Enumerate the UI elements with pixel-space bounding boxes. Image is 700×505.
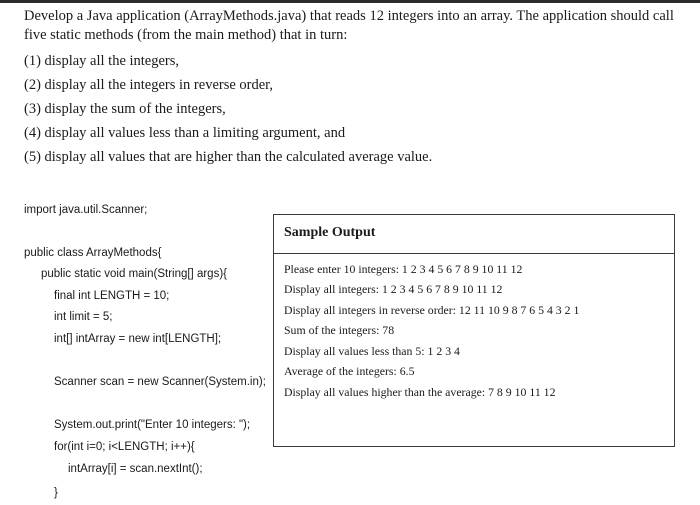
code-array-decl: int[] intArray = new int[LENGTH]; — [54, 333, 222, 345]
code-limit-decl: int limit = 5; — [54, 311, 113, 323]
sample-output-divider — [274, 253, 674, 254]
sample-output-line: Display all integers: 1 2 3 4 5 6 7 8 9 10 11 12 — [284, 282, 503, 296]
requirement-3: (3) display the sum of the integers, — [24, 101, 226, 117]
code-length-decl: final int LENGTH = 10; — [54, 290, 170, 302]
code-import: import java.util.Scanner; — [24, 204, 148, 216]
sample-output-line: Average of the integers: 6.5 — [284, 364, 415, 378]
code-read-stmt: intArray[i] = scan.nextInt(); — [68, 463, 203, 475]
sample-output-box — [273, 214, 675, 447]
code-class-decl: public class ArrayMethods{ — [24, 247, 162, 259]
code-close-brace: } — [54, 487, 58, 499]
sample-output-line: Display all values less than 5: 1 2 3 4 — [284, 344, 460, 358]
code-scanner-decl: Scanner scan = new Scanner(System.in); — [54, 376, 266, 388]
requirement-4: (4) display all values less than a limiting argument, and — [24, 125, 346, 141]
sample-output-line: Display all values higher than the average: 7 8 9 10 11 12 — [284, 385, 556, 399]
requirement-1: (1) display all the integers, — [24, 53, 180, 69]
sample-output-title: Sample Output — [284, 225, 376, 240]
requirement-2: (2) display all the integers in reverse order, — [24, 77, 274, 93]
sample-output-line: Display all integers in reverse order: 12 11 10 9 8 7 6 5 4 3 2 1 — [284, 303, 580, 317]
sample-output-line: Sum of the integers: 78 — [284, 323, 395, 337]
assignment-intro: Develop a Java application (ArrayMethods.java) that reads 12 integers into an array. The application should call five static methods (from the main method) that in turn: — [24, 8, 674, 43]
code-for-stmt: for(int i=0; i<LENGTH; i++){ — [54, 441, 195, 453]
requirement-5: (5) display all values that are higher than the calculated average value. — [24, 149, 433, 165]
top-border — [0, 0, 700, 3]
code-print-stmt: System.out.print("Enter 10 integers: "); — [54, 419, 251, 431]
code-main-decl: public static void main(String[] args){ — [41, 268, 227, 280]
sample-output-line: Please enter 10 integers: 1 2 3 4 5 6 7 8 9 10 11 12 — [284, 262, 523, 276]
